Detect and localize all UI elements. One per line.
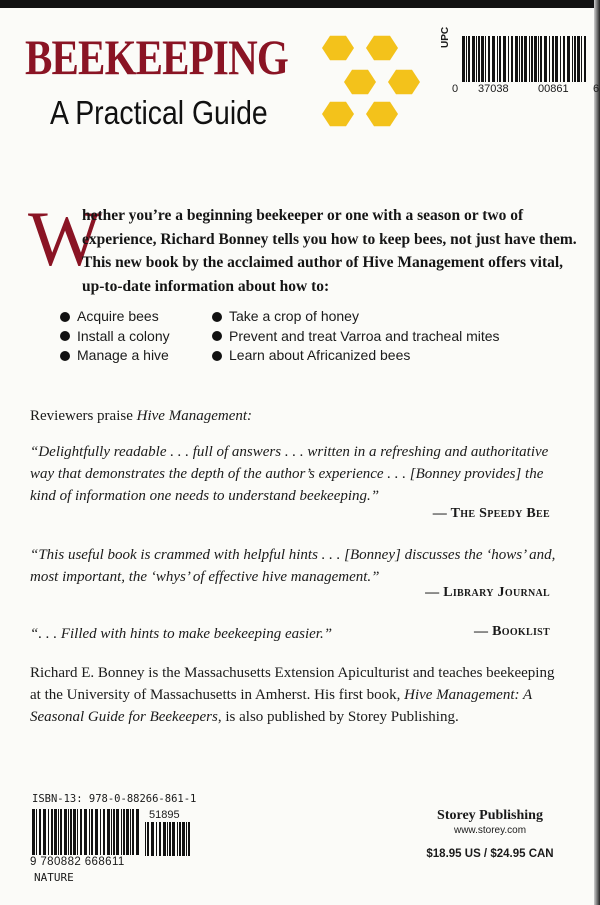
upc-label: UPC	[440, 26, 451, 48]
bullet-icon	[212, 351, 222, 361]
review-source-2: — Library Journal	[425, 585, 550, 600]
bullet-icon	[60, 351, 70, 361]
drop-cap: W	[28, 195, 102, 282]
spine-edge	[594, 0, 600, 905]
bullet-icon	[212, 331, 222, 341]
isbn-label: ISBN-13: 978-0-88266-861-1	[32, 793, 197, 805]
review-quote-2: “This useful book is crammed with helpful hints . . . [Bonney] discusses the ‘hows’ and, most important, the ‘whys’ of effective hive management.”	[30, 547, 556, 585]
bullet-column-left	[60, 307, 170, 366]
price-barcode	[145, 822, 191, 856]
review-source-1: — The Speedy Bee	[432, 506, 550, 521]
top-edge	[0, 0, 600, 8]
book-subtitle: A Practical Guide	[50, 94, 268, 131]
isbn-barcode	[32, 809, 140, 855]
publisher-url: www.storey.com	[453, 825, 527, 836]
book-title: BEEKEEPING	[25, 29, 288, 85]
review-quote-1: “Delightfully readable . . . full of answers . . . written in a refreshing and authoritative way that demonstrates the depth of the author’s experience . . . [Bonney provides] the kind of information one needs to understand beekeeping.”	[30, 444, 549, 504]
list-item: Manage a hive	[60, 346, 170, 366]
author-bio: Richard E. Bonney is the Massachusetts Extension Apiculturist and teaches beekeeping at the University of Massachusetts in Amherst. His first book, Hive Management: A Seasonal Guide for Beekeepers, is also published by Storey Publishing.	[30, 665, 555, 725]
upc-digit-left: 37038	[478, 83, 509, 95]
price-code: 51895	[149, 809, 180, 821]
category-label: NATURE	[34, 871, 74, 884]
list-item: Acquire bees	[60, 307, 170, 327]
list-item: Learn about Africanized bees	[212, 346, 500, 366]
bullet-icon	[212, 312, 222, 322]
list-item: Install a colony	[60, 327, 170, 347]
upc-digit-right: 00861	[538, 83, 569, 95]
upc-digit-check: 6	[593, 83, 600, 95]
honeycomb-cell	[388, 70, 420, 94]
honeycomb-logo	[318, 32, 428, 132]
honeycomb-cell	[322, 102, 354, 126]
honeycomb-cell	[366, 102, 398, 126]
price: $18.95 US / $24.95 CAN	[426, 848, 554, 860]
list-item: Prevent and treat Varroa and tracheal mites	[212, 327, 500, 347]
upc-barcode	[462, 36, 588, 82]
upc-digit-system: 0	[452, 83, 459, 95]
intro-paragraph: hether you’re a beginning beekeeper or one with a season or two of experience, Richard Bonney tells you how to keep bees, not just have them. This new book by the acclaimed author of Hive Management offers vital, up-to-date information about how to:	[82, 207, 577, 295]
honeycomb-cell	[344, 70, 376, 94]
review-quote-3: “. . . Filled with hints to make beekeeping easier.”	[30, 626, 333, 642]
bullet-icon	[60, 312, 70, 322]
honeycomb-cell	[366, 36, 398, 60]
list-item: Take a crop of honey	[212, 307, 500, 327]
publisher-name: Storey Publishing	[437, 808, 543, 823]
reviewers-heading: Reviewers praise Hive Management:	[30, 408, 253, 424]
honeycomb-cell	[322, 36, 354, 60]
bullet-icon	[60, 331, 70, 341]
bullet-column-right	[212, 307, 500, 366]
review-source-3: — Booklist	[474, 624, 550, 639]
isbn-digits: 9 780882 668611	[30, 856, 125, 868]
